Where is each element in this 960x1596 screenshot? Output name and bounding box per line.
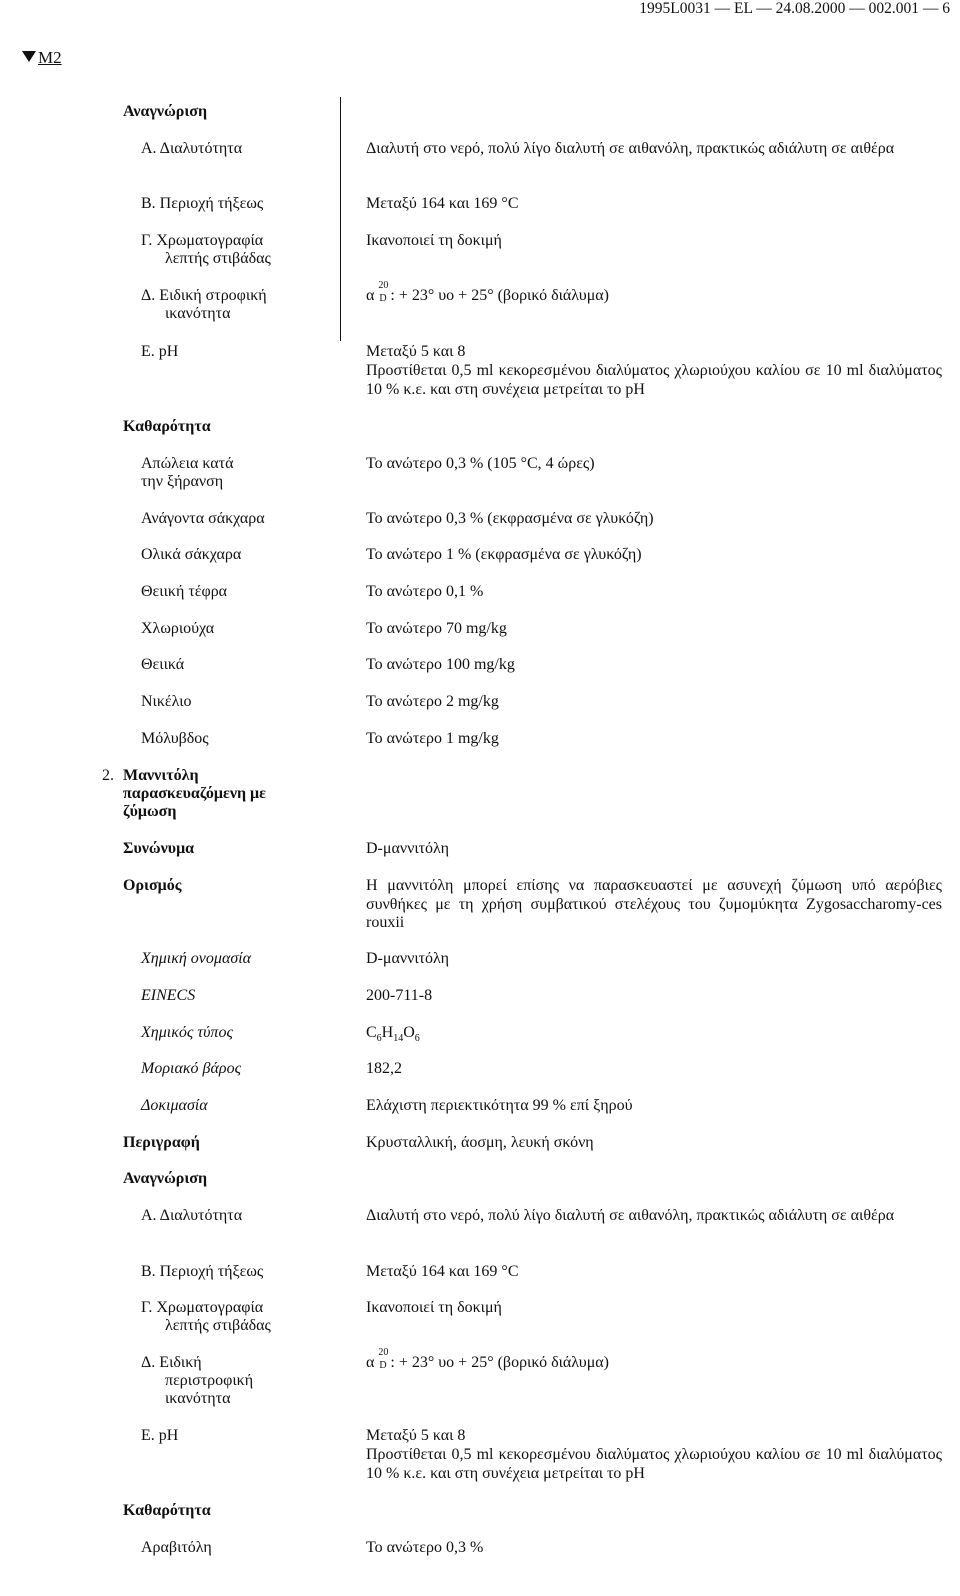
molecular-weight-value: 182,2 — [366, 1060, 402, 1077]
optical-rotation-value-2 — [366, 1347, 609, 1373]
section-title-line1: Μαννιτόλη — [123, 767, 199, 784]
optical-rotation-label-2-line3: ικανότητα — [165, 1390, 231, 1407]
optical-rotation-value — [366, 280, 609, 306]
assay-value: Ελάχιστη περιεκτικότητα 99 % επί ξηρού — [366, 1097, 633, 1114]
chloride-value: Το ανώτερο 70 mg/kg — [366, 620, 507, 637]
optical-rotation-range-2: : + 23° υο + 25° (βορικό διάλυμα) — [390, 1354, 609, 1371]
melting-range-value-2: Μεταξύ 164 και 169 °C — [366, 1263, 519, 1280]
ph-range-2: Μεταξύ 5 και 8 — [366, 1427, 466, 1444]
arabitol-value: Το ανώτερο 0,3 % — [366, 1539, 484, 1556]
alpha-indices — [378, 280, 390, 304]
description-value: Κρυσταλλική, άοσμη, λευκή σκόνη — [366, 1134, 594, 1151]
identification-heading: Αναγνώριση — [123, 103, 208, 120]
section-title-line3: ζύμωση — [123, 803, 177, 820]
solubility-label: Α. Διαλυτότητα — [141, 140, 243, 157]
tlc-label-2-line2: λεπτής στιβάδας — [165, 1317, 271, 1334]
formula-o-count: 6 — [414, 1033, 420, 1045]
tlc-label-line2: λεπτής στιβάδας — [165, 250, 271, 267]
chemical-formula-label: Χημικός τύπος — [141, 1024, 233, 1041]
section-number: 2. — [102, 767, 114, 784]
triangle-down-icon — [22, 51, 36, 62]
alpha-subscript: D — [379, 293, 387, 304]
sulphate-label: Θειικά — [141, 656, 185, 673]
reducing-sugars-label: Ανάγοντα σάκχαρα — [141, 510, 265, 527]
chemical-name-value: D-μαννιτόλη — [366, 950, 450, 967]
nickel-value: Το ανώτερο 2 mg/kg — [366, 693, 499, 710]
alpha-symbol-2: α — [366, 1354, 375, 1371]
sulphated-ash-value: Το ανώτερο 0,1 % — [366, 583, 484, 600]
formula-h: H — [381, 1024, 394, 1041]
alpha-superscript: 20 — [378, 280, 389, 291]
tlc-value-2: Ικανοποιεί τη δοκιμή — [366, 1299, 502, 1316]
sulphated-ash-label: Θειική τέφρα — [141, 583, 228, 600]
formula-o: O — [403, 1024, 415, 1041]
synonyms-label: Συνώνυμα — [123, 840, 195, 857]
solubility-label-2: Α. Διαλυτότητα — [141, 1207, 243, 1224]
alpha-indices-2 — [378, 1347, 390, 1371]
reducing-sugars-value: Το ανώτερο 0,3 % (εκφρασμένα σε γλυκόζη) — [366, 510, 654, 527]
alpha-superscript-2: 20 — [378, 1347, 389, 1358]
alpha-subscript-2: D — [379, 1360, 387, 1371]
optical-rotation-label-line1: Δ. Ειδική στροφική — [141, 287, 267, 304]
amendment-label: M2 — [38, 48, 62, 67]
purity-heading-2: Καθαρότητα — [123, 1502, 211, 1519]
identification-heading-2: Αναγνώριση — [123, 1170, 208, 1187]
ph-label-2: Ε. pH — [141, 1427, 179, 1444]
section-title-line2: παρασκευαζόμενη με — [123, 785, 266, 802]
tlc-label-2-line1: Γ. Χρωματογραφία — [141, 1299, 264, 1316]
synonyms-value: D-μαννιτόλη — [366, 840, 450, 857]
alpha-symbol: α — [366, 287, 375, 304]
assay-label: Δοκιμασία — [141, 1097, 208, 1114]
optical-rotation-range: : + 23° υο + 25° (βορικό διάλυμα) — [390, 287, 609, 304]
melting-range-label-2: Β. Περιοχή τήξεως — [141, 1263, 264, 1280]
tlc-label-line1: Γ. Χρωματογραφία — [141, 232, 264, 249]
melting-range-value: Μεταξύ 164 και 169 °C — [366, 195, 519, 212]
ph-range: Μεταξύ 5 και 8 — [366, 343, 466, 360]
definition-label: Ορισμός — [123, 877, 182, 894]
loss-on-drying-value: Το ανώτερο 0,3 % (105 °C, 4 ώρες) — [366, 455, 595, 472]
amendment-marker — [22, 48, 62, 68]
description-label: Περιγραφή — [123, 1134, 200, 1151]
loss-on-drying-label-line2: την ξήρανση — [141, 473, 224, 490]
formula-c-count: 6 — [376, 1033, 382, 1045]
total-sugars-label: Ολικά σάκχαρα — [141, 546, 242, 563]
total-sugars-value: Το ανώτερο 1 % (εκφρασμένα σε γλυκόζη) — [366, 546, 642, 563]
einecs-value: 200-711-8 — [366, 987, 433, 1004]
definition-value: Η μαννιτόλη μπορεί επίσης να παρασκευαστεί με ασυνεχή ζύμωση υπό αερόβιες συνθήκες με τη χρήση συμβατικού στελέχους του ζυμομύκητα Zygosaccharomy-ces rouxii — [366, 877, 942, 931]
formula-c: C — [366, 1024, 377, 1041]
nickel-label: Νικέλιο — [141, 693, 192, 710]
optical-rotation-label-2-line2: περιστροφική — [165, 1372, 254, 1389]
ph-label: Ε. pH — [141, 343, 179, 360]
chloride-label: Χλωριούχα — [141, 620, 215, 637]
chemical-formula-value — [366, 1024, 420, 1049]
sulphate-value: Το ανώτερο 100 mg/kg — [366, 656, 515, 673]
einecs-label: EINECS — [141, 987, 196, 1004]
lead-label: Μόλυβδος — [141, 730, 209, 747]
optical-rotation-label-line2: ικανότητα — [165, 305, 231, 322]
formula-h-count: 14 — [393, 1033, 404, 1045]
loss-on-drying-label-line1: Απώλεια κατά — [141, 455, 234, 472]
purity-heading: Καθαρότητα — [123, 418, 211, 435]
melting-range-label: Β. Περιοχή τήξεως — [141, 195, 264, 212]
ph-method: Προστίθεται 0,5 ml κεκορεσμένου διαλύματος χλωριούχου καλίου σε 10 ml διαλύματος 10 % κ.ε. και στη συνέχεια μετρείται το pH — [366, 362, 942, 398]
lead-value: Το ανώτερο 1 mg/kg — [366, 730, 499, 747]
document-header: 1995L0031 — EL — 24.08.2000 — 002.001 — 6 — [639, 0, 950, 17]
arabitol-label: Αραβιτόλη — [141, 1539, 212, 1556]
optical-rotation-label-2-line1: Δ. Ειδική — [141, 1354, 202, 1371]
solubility-value: Διαλυτή στο νερό, πολύ λίγο διαλυτή σε αιθανόλη, πρακτικώς αδιάλυτη σε αιθέρα — [366, 140, 895, 157]
chemical-name-label: Χημική ονομασία — [141, 950, 252, 967]
tlc-value: Ικανοποιεί τη δοκιμή — [366, 232, 502, 249]
column-divider — [340, 97, 341, 341]
ph-method-2: Προστίθεται 0,5 ml κεκορεσμένου διαλύματος χλωριούχου καλίου σε 10 ml διαλύματος 10 % κ.ε. και στη συνέχεια μετρείται το pH — [366, 1446, 942, 1482]
solubility-value-2: Διαλυτή στο νερό, πολύ λίγο διαλυτή σε αιθανόλη, πρακτικώς αδιάλυτη σε αιθέρα — [366, 1207, 895, 1224]
molecular-weight-label: Μοριακό βάρος — [141, 1060, 242, 1077]
